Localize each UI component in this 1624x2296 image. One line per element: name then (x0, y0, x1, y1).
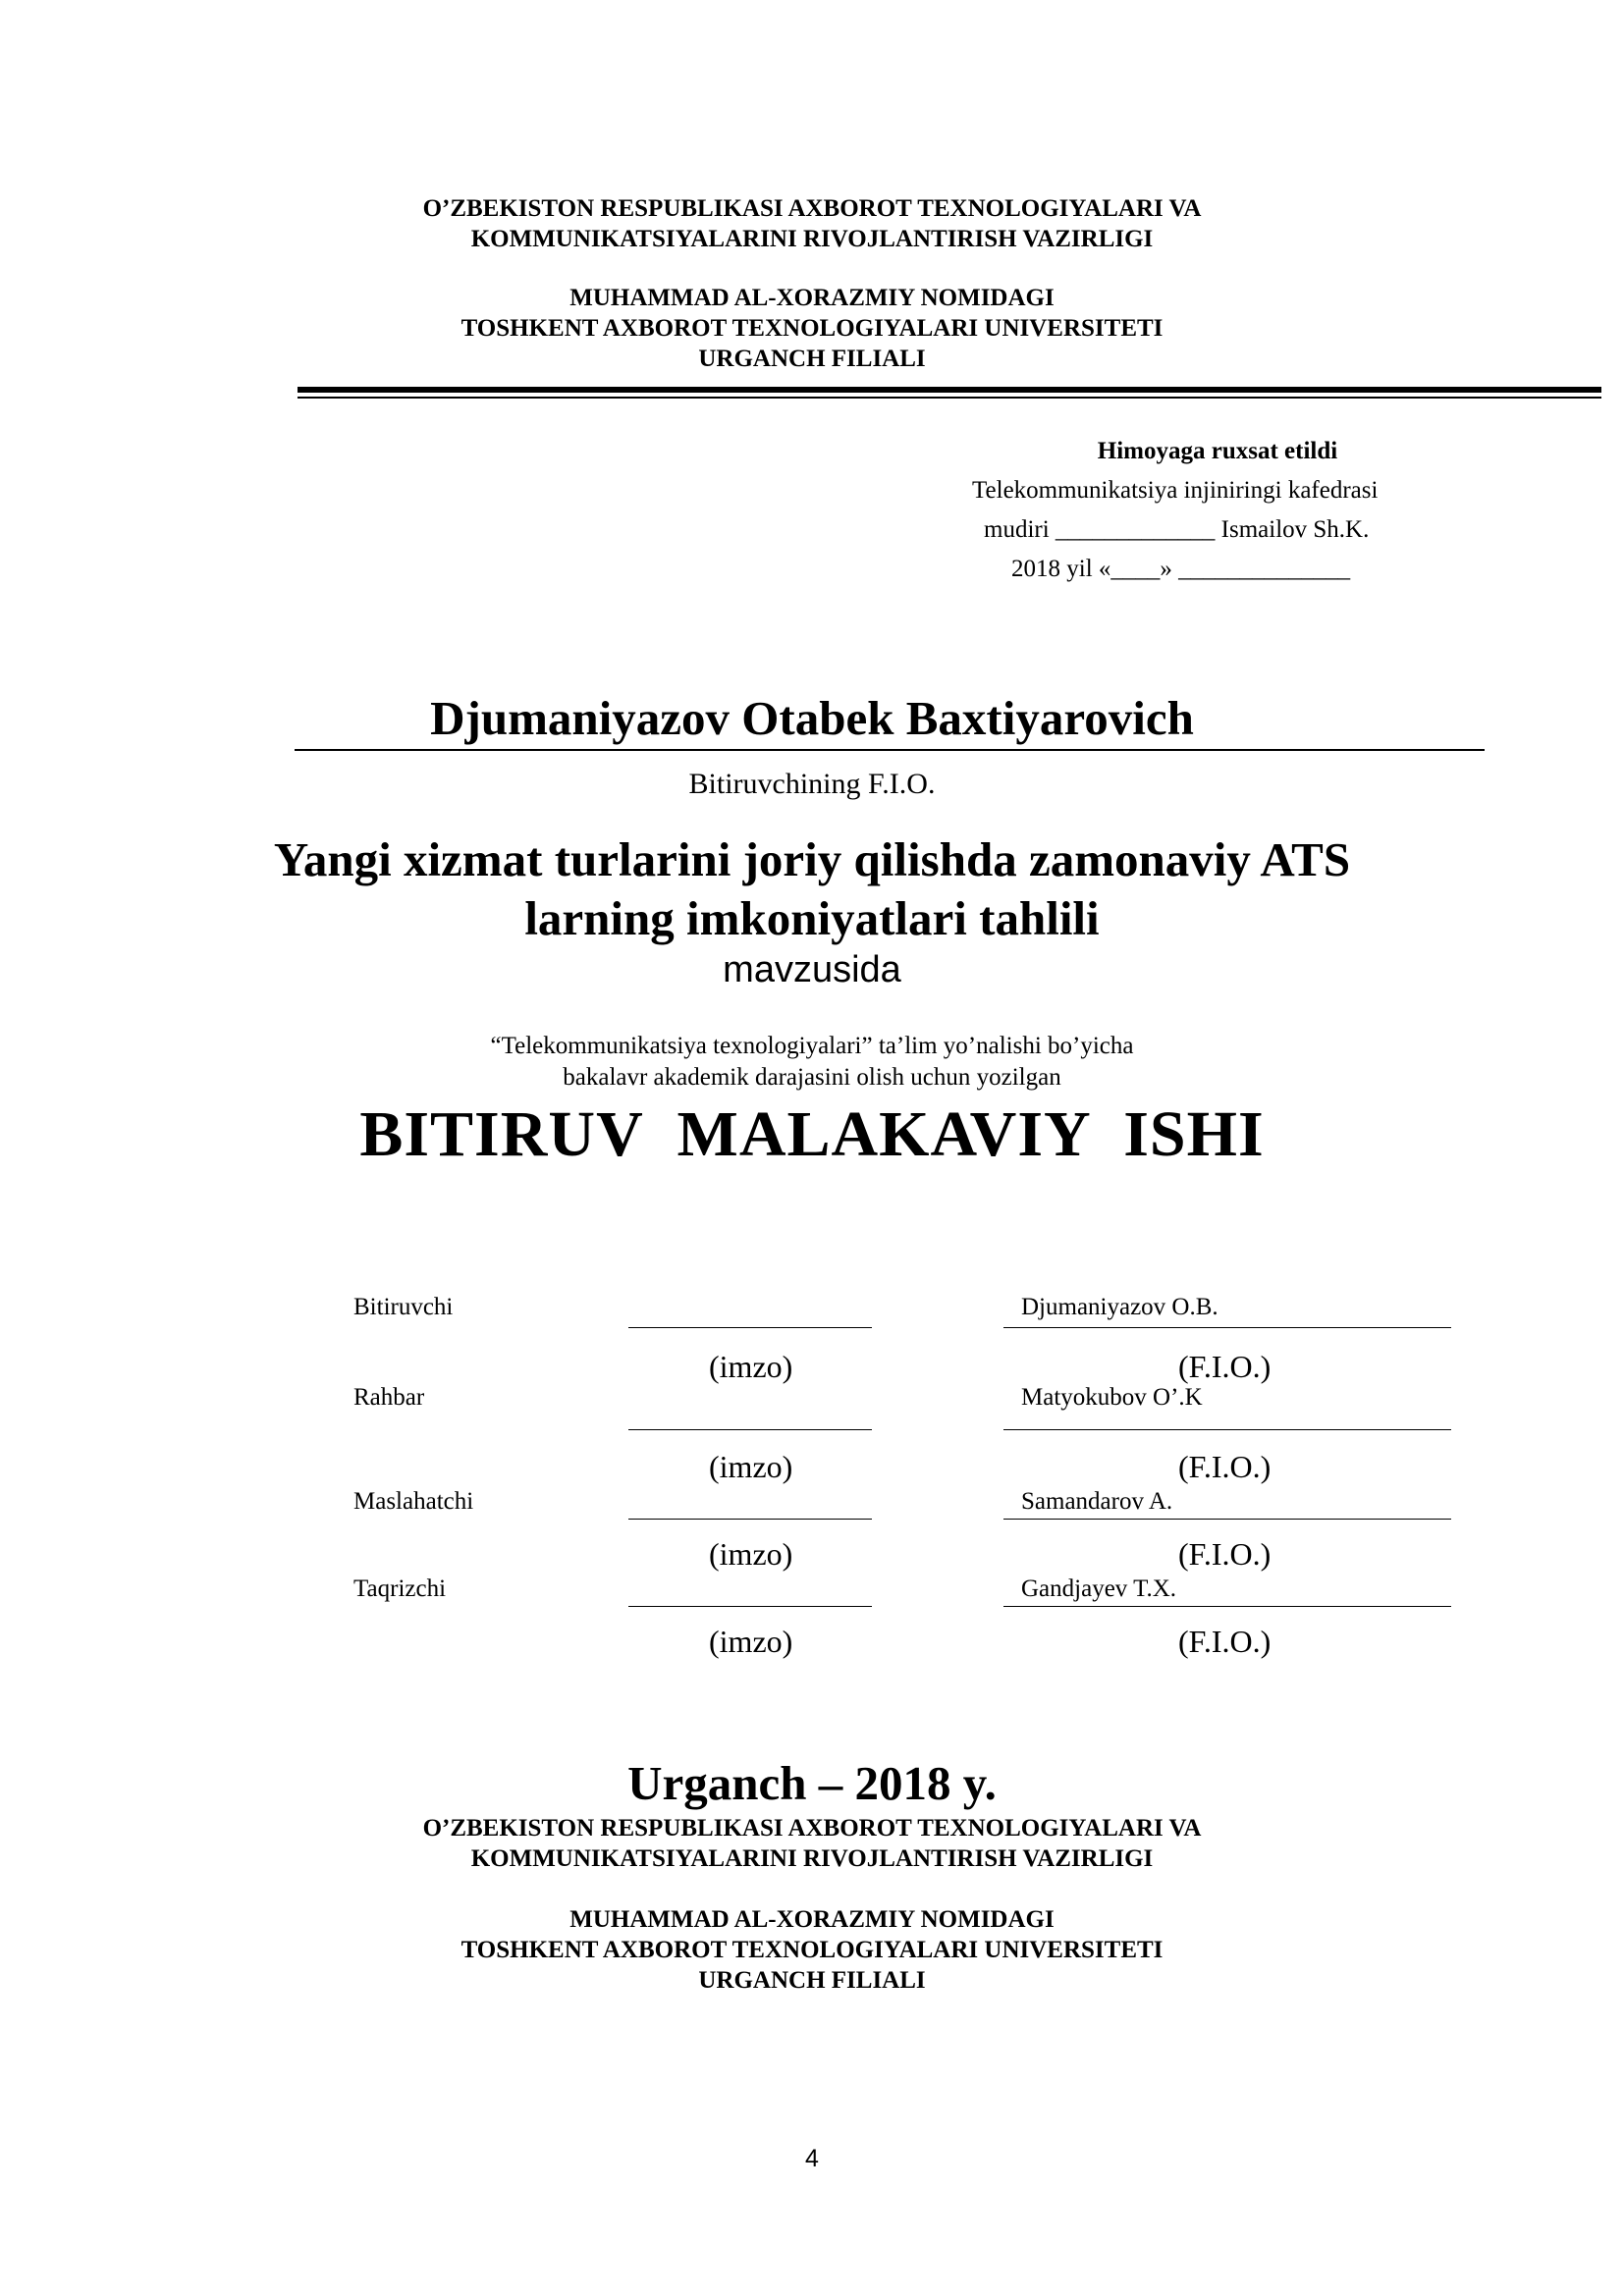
signature-fio: Samandarov A. (1021, 1488, 1173, 1515)
university-line-2: TOSHKENT AXBOROT TEXNOLOGIYALARI UNIVERSITETI (460, 315, 1164, 342)
work-title: BITIRUV MALAKAVIY ISHI (359, 1098, 1265, 1170)
fio-caption: (F.I.O.) (1178, 1449, 1272, 1484)
degree-line-2: bakalavr akademik darajasini olish uchun yozilgan (563, 1064, 1061, 1091)
signature-caption: (imzo) (709, 1624, 793, 1659)
ministry-line-2: KOMMUNIKATSIYALARINI RIVOJLANTIRISH VAZIRLIGI (470, 226, 1154, 252)
topic-line-2: larning imkoniyatlari tahlili (524, 891, 1100, 945)
signature-role: Bitiruvchi (353, 1294, 454, 1320)
fio-caption: (F.I.O.) (1178, 1536, 1272, 1572)
university-header (0, 283, 1624, 374)
university-line-1: MUHAMMAD AL-XORAZMIY NOMIDAGI (569, 285, 1055, 311)
signature-caption: (imzo) (709, 1449, 793, 1484)
signature-fio: Matyokubov O’.K (1021, 1384, 1203, 1411)
approval-head: mudiri _____________ Ismailov Sh.K. (984, 516, 1370, 543)
signature-fio: Gandjayev T.X. (1021, 1575, 1177, 1602)
signature-fio: Djumaniyazov O.B. (1021, 1294, 1218, 1320)
page-number: 4 (805, 2145, 819, 2172)
signature-line (628, 1327, 872, 1328)
signature-role: Maslahatchi (353, 1488, 474, 1515)
fio-caption: (F.I.O.) (1178, 1624, 1272, 1659)
header-rule-thick (298, 387, 1601, 393)
ministry-line-1: O’ZBEKISTON RESPUBLIKASI AXBOROT TEXNOLOGIYALARI VA (422, 195, 1202, 222)
footer-university-header (0, 1904, 1624, 1996)
ministry-line-1: O’ZBEKISTON RESPUBLIKASI AXBOROT TEXNOLOGIYALARI VA (422, 1815, 1202, 1842)
footer-ministry-header (0, 1813, 1624, 1874)
signature-caption: (imzo) (709, 1536, 793, 1572)
fio-line (1003, 1606, 1451, 1607)
university-line-3: URGANCH FILIALI (698, 1967, 926, 1994)
approval-date: 2018 yil «____» ______________ (1011, 556, 1351, 582)
signature-line (628, 1606, 872, 1607)
topic-line-1: Yangi xizmat turlarini joriy qilishda zamonaviy ATS (273, 832, 1351, 886)
ministry-line-2: KOMMUNIKATSIYALARINI RIVOJLANTIRISH VAZIRLIGI (470, 1845, 1154, 1872)
signature-role: Taqrizchi (353, 1575, 447, 1602)
signature-caption: (imzo) (709, 1349, 793, 1384)
topic-suffix: mavzusida (723, 949, 901, 990)
header-rule-thin (298, 397, 1601, 399)
university-line-2: TOSHKENT AXBOROT TEXNOLOGIYALARI UNIVERSITETI (460, 1937, 1164, 1963)
signature-role: Rahbar (353, 1384, 425, 1411)
fio-line (1003, 1327, 1451, 1328)
approval-title: Himoyaga ruxsat etildi (1097, 438, 1338, 464)
signature-line (628, 1429, 872, 1430)
fio-line (1003, 1519, 1451, 1520)
degree-line-1: “Telekommunikatsiya texnologiyalari” ta’lim yo’nalishi bo’yicha (490, 1033, 1134, 1059)
university-line-1: MUHAMMAD AL-XORAZMIY NOMIDAGI (569, 1906, 1055, 1933)
student-name-caption: Bitiruvchining F.I.O. (688, 768, 936, 800)
approval-department: Telekommunikatsiya injiniringi kafedrasi (972, 477, 1379, 504)
place-year: Urganch – 2018 y. (627, 1756, 997, 1810)
fio-caption: (F.I.O.) (1178, 1349, 1272, 1384)
signature-line (628, 1519, 872, 1520)
student-name: Djumaniyazov Otabek Baxtiyarovich (430, 691, 1194, 745)
approval-block (972, 432, 1463, 589)
student-name-underline (295, 749, 1485, 751)
fio-line (1003, 1429, 1451, 1430)
university-line-3: URGANCH FILIALI (698, 346, 926, 372)
ministry-header (0, 193, 1624, 254)
